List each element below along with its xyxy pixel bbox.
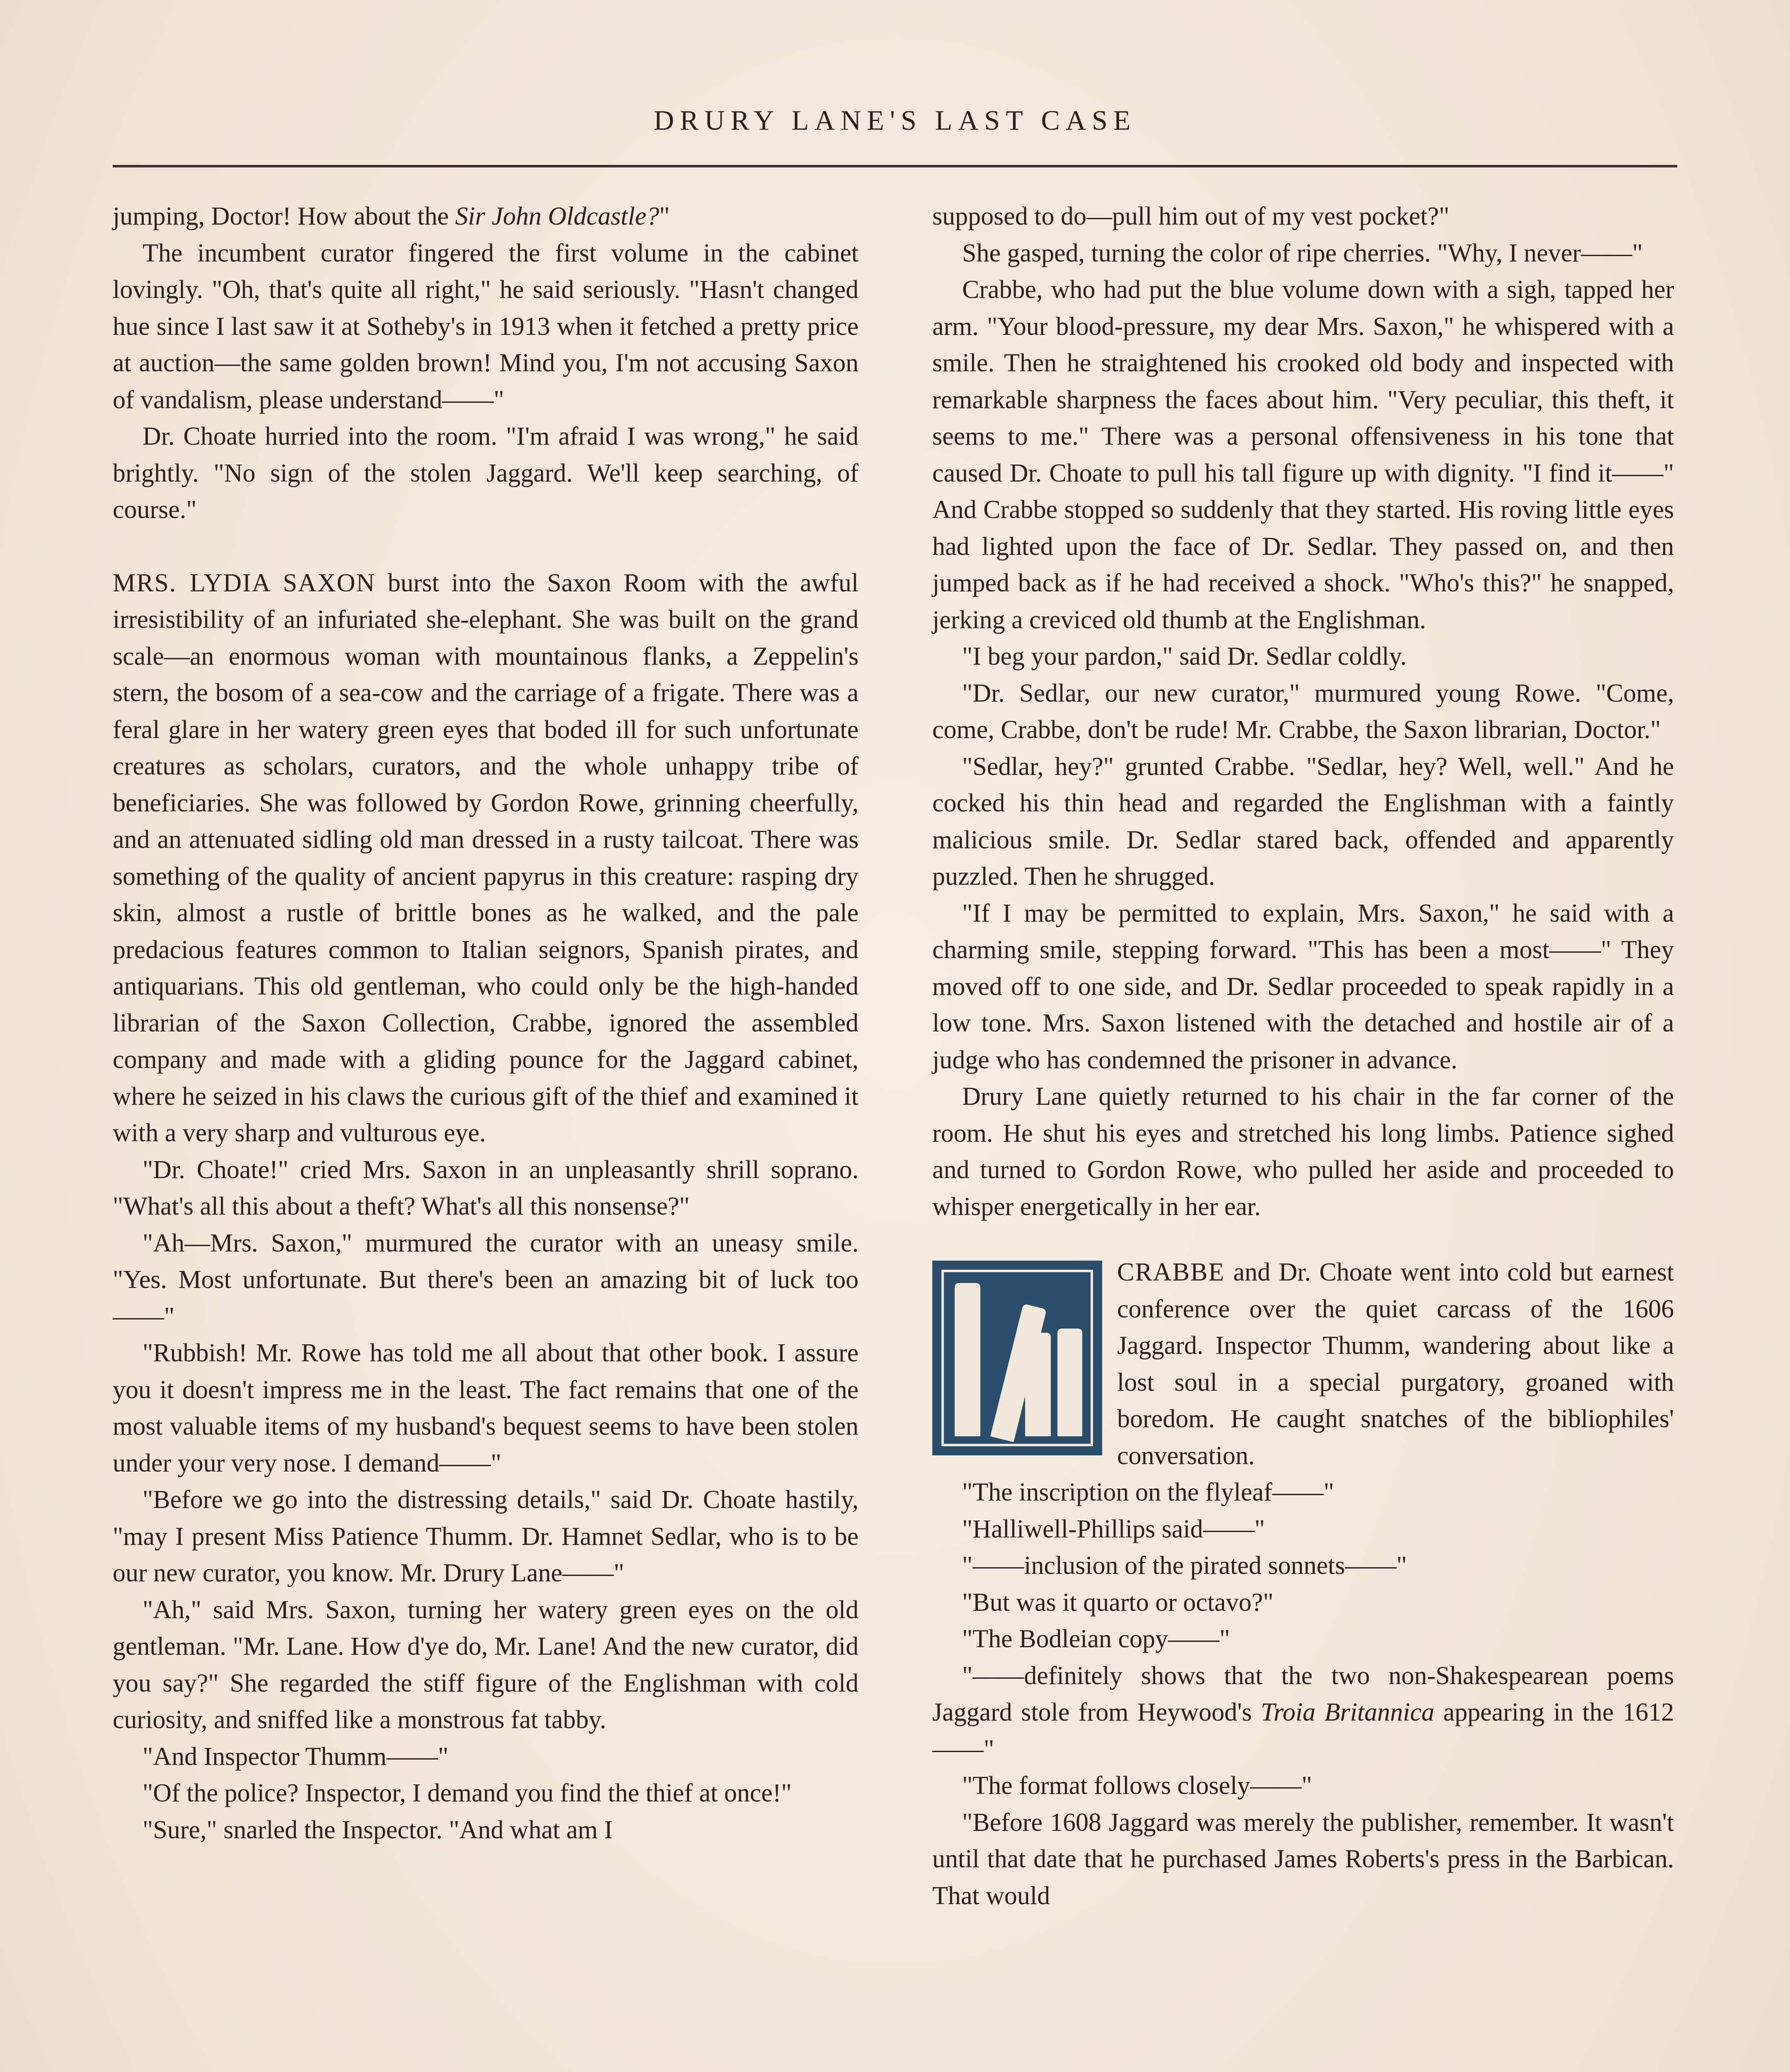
left-p1-italic: Sir John Oldcastle? [455,202,660,230]
right-paragraph-3: Crabbe, who had put the blue volume down with a sigh, tapped her arm. "Your blood-pressure, my dear Mrs. Saxon," he whispered with a smile. Then he straightened his crooked old body and inspected with remarkable sharpness the faces about him. "Very peculiar, this theft, it seems to me." There was a personal offensiveness in his tone that caused Dr. Choate to pull his tall figure up with dignity. "I find it——" And Crabbe stopped so suddenly that they started. His roving little eyes had lighted upon the face of Dr. Sedlar. They passed on, and then jumped back as if he had received a shock. "Who's this?" he snapped, jerking a creviced old thumb at the Englishman. [932,276,1674,634]
right-paragraph-15 [932,1658,1674,1768]
left-p1-end: " [659,202,670,230]
running-title: DRURY LANE'S LAST CASE [653,104,1137,136]
left-p1-text: jumping, Doctor! How about the [113,202,455,230]
left-column [113,198,859,1848]
left-paragraph-6: "Ah—Mrs. Saxon," murmured the curator with an uneasy smile. "Yes. Most unfortunate. But there's been an amazing bit of luck too——" [113,1229,859,1331]
right-paragraph-9 [932,1254,1674,1474]
right-p15-end: appearing in the 1612——" [932,1698,1674,1763]
left-paragraph-10: "And Inspector Thumm——" [143,1742,449,1771]
right-paragraph-16: "The format follows closely——" [962,1772,1312,1800]
books-ornament-icon [932,1261,1102,1455]
left-p4-text: burst into the Saxon Room with the awful irresistibility of an infuriated she-elephant. She was built on the grand scale—an enormous woman with mountainous flanks, a Zeppelin's stern, the bosom of a sea-cow and the carriage of a frigate. There was a feral glare in her watery green eyes that boded ill for such unfortunate creatures as scholars, curators, and the whole unhappy tribe of beneficiaries. She was followed by Gordon Rowe, grinning cheerfully, and an attenuated sidling old man dressed in a rusty tailcoat. There was something of the quality of ancient papyrus in this creature: rasping dry skin, almost a rustle of brittle bones as he walked, and the pale predacious features common to Italian seignors, Spanish pirates, and antiquarians. This old gentleman, who could only be the high-handed librarian of the Saxon Collection, Crabbe, ignored the assembled company and made with a gliding pounce for the Jaggard cabinet, where he seized in his claws the curious gift of the thief and examined it with a very sharp and vulturous eye. [113,569,859,1147]
left-p4-caps: MRS. LYDIA SAXON [113,569,376,597]
left-paragraph-7: "Rubbish! Mr. Rowe has told me all about that other book. I assure you it doesn't impress me in the least. The fact remains that one of the most valuable items of my husband's bequest seems to have been stolen under your very nose. I demand——" [113,1339,859,1477]
right-p9-text: and Dr. Choate went into cold but earnest conference over the quiet carcass of the 1606 Jaggard. Inspector Thumm, wandering about like a lost soul in a special purgatory, groaned with boredom. He caught snatches of the bibliophiles' conversation. [1117,1258,1674,1470]
right-paragraph-7: "If I may be permitted to explain, Mrs. Saxon," he said with a charming smile, stepping forward. "This has been a most——" They moved off to one side, and Dr. Sedlar proceeded to speak rapidly in a low tone. Mrs. Saxon listened with the detached and hostile air of a judge who has condemned the prisoner in advance. [932,899,1674,1074]
left-paragraph-2: The incumbent curator fingered the first volume in the cabinet lovingly. "Oh, that's quite all right," he said seriously. "Hasn't changed hue since I last saw it at Sotheby's in 1913 when it fetched a pretty price at auction—the same golden brown! Mind you, I'm not accusing Saxon of vandalism, please understand——" [113,239,859,414]
right-paragraph-13: "But was it quarto or octavo?" [962,1588,1274,1617]
left-paragraph-8: "Before we go into the distressing details," said Dr. Choate hastily, "may I present Miss Patience Thumm. Dr. Hamnet Sedlar, who is to be our new curator, you know. Mr. Drury Lane——" [113,1486,859,1587]
book-spine-4 [1057,1329,1082,1436]
left-paragraph-1 [113,198,859,235]
right-paragraph-17: "Before 1608 Jaggard was merely the publisher, remember. It wasn't until that date that he purchased James Roberts's press in the Barbican. That would [932,1808,1674,1910]
right-paragraph-1: supposed to do—pull him out of my vest pocket?" [932,202,1449,230]
right-paragraph-14: "The Bodleian copy——" [962,1625,1230,1653]
left-paragraph-4 [113,565,859,1152]
left-paragraph-3: Dr. Choate hurried into the room. "I'm afraid I was wrong," he said brightly. "No sign of the stolen Jaggard. We'll keep searching, of course." [113,422,859,524]
right-paragraph-11: "Halliwell-Phillips said——" [962,1515,1265,1543]
book-spine-1 [955,1283,980,1436]
header-rule [113,165,1677,167]
left-paragraph-12: "Sure," snarled the Inspector. "And what am I [143,1815,613,1844]
left-paragraph-11: "Of the police? Inspector, I demand you find the thief at once!" [143,1779,792,1807]
book-spine-3 [1025,1333,1051,1436]
right-p15-italic: Troia Britannica [1260,1698,1434,1726]
right-p9-caps: CRABBE [1117,1258,1225,1286]
right-column [932,198,1674,1914]
right-paragraph-8: Drury Lane quietly returned to his chair in the far corner of the room. He shut his eyes and stretched his long limbs. Patience sighed and turned to Gordon Rowe, who pulled her aside and proceeded to whisper energetically in her ear. [932,1082,1674,1221]
right-paragraph-5: "Dr. Sedlar, our new curator," murmured young Rowe. "Come, come, Crabbe, don't be rude! Mr. Crabbe, the Saxon librarian, Doctor." [932,679,1674,744]
right-paragraph-2: She gasped, turning the color of ripe cherries. "Why, I never——" [962,239,1643,267]
right-paragraph-6: "Sedlar, hey?" grunted Crabbe. "Sedlar, hey? Well, well." And he cocked his thin head and regarded the Englishman with a faintly malicious smile. Dr. Sedlar stared back, offended and apparently puzzled. Then he shrugged. [932,752,1674,891]
right-paragraph-12: "——inclusion of the pirated sonnets——" [962,1552,1407,1580]
left-paragraph-5: "Dr. Choate!" cried Mrs. Saxon in an unpleasantly shrill soprano. "What's all this about a theft? What's all this nonsense?" [113,1155,859,1220]
left-paragraph-9: "Ah," said Mrs. Saxon, turning her watery green eyes on the old gentleman. "Mr. Lane. How d'ye do, Mr. Lane! And the new curator, did you say?" She regarded the stiff figure of the Englishman with cold curiosity, and sniffed like a monstrous fat tabby. [113,1595,859,1734]
right-p15-text: "——definitely shows that the two non-Shakespearean poems Jaggard stole from Heywood's [932,1661,1674,1726]
right-paragraph-4: "I beg your pardon," said Dr. Sedlar coldly. [962,642,1407,670]
right-paragraph-10: "The inscription on the flyleaf——" [962,1478,1334,1506]
